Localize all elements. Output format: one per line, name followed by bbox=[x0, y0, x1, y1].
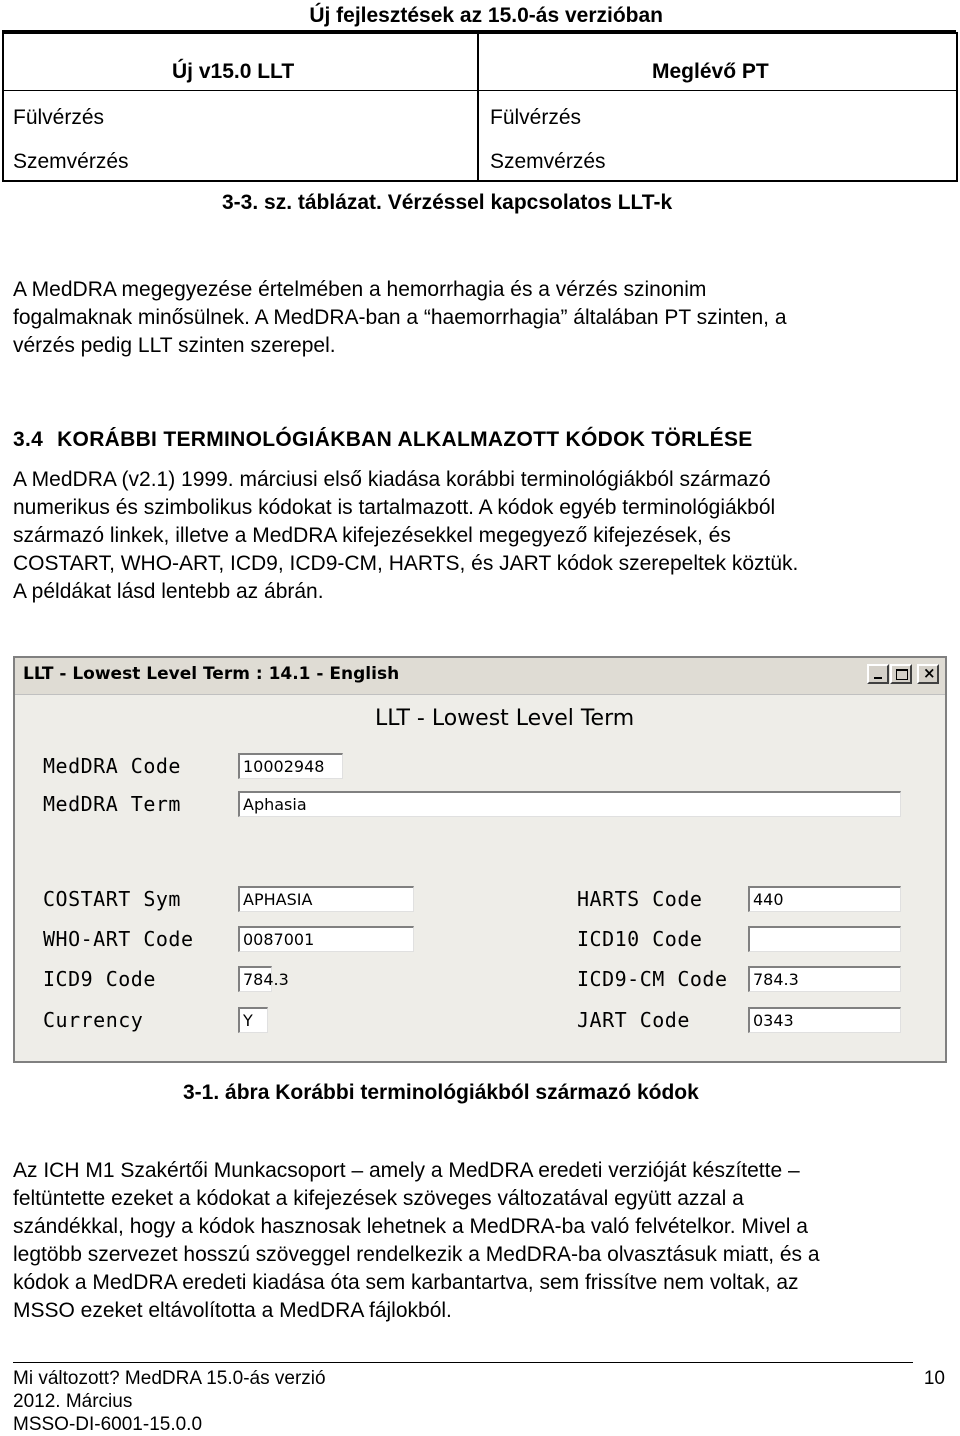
costart-sym-field[interactable]: APHASIA bbox=[238, 886, 414, 912]
paragraph-line: legtöbb szervezet hosszú szöveggel rendelkezik a MedDRA-ba olvasztásuk miatt, és a bbox=[13, 1243, 820, 1266]
meddra-term-label: MedDRA Term bbox=[43, 792, 181, 816]
currency-field[interactable]: Y bbox=[238, 1007, 268, 1033]
paragraph-line: szándékkal, hogy a kódok hasznosak lehetnek a MedDRA-ba való felvételkor. Mivel a bbox=[13, 1215, 808, 1238]
meddra-code-field[interactable]: 10002948 bbox=[238, 753, 343, 779]
page-number: 10 bbox=[923, 1368, 945, 1389]
minimize-icon[interactable] bbox=[867, 664, 889, 684]
paragraph-line: Az ICH M1 Szakértői Munkacsoport – amely a MedDRA eredeti verzióját készítette – bbox=[13, 1159, 800, 1182]
table-header-divider bbox=[2, 90, 956, 91]
icd9-code-label: ICD9 Code bbox=[43, 967, 156, 991]
llt-window bbox=[13, 656, 947, 1063]
paragraph-removal bbox=[13, 1157, 948, 1325]
close-icon[interactable] bbox=[917, 664, 939, 684]
paragraph-line: A MedDRA (v2.1) 1999. márciusi első kiadása korábbi terminológiákból származó bbox=[13, 468, 771, 491]
paragraph-line: COSTART, WHO-ART, ICD9, ICD9-CM, HARTS, és JART kódok szerepeltek köztük. bbox=[13, 552, 799, 575]
table-cell: Fülvérzés bbox=[13, 106, 105, 129]
jart-code-field[interactable]: 0343 bbox=[748, 1007, 901, 1033]
page-footer bbox=[13, 1367, 326, 1436]
icd10-code-field[interactable] bbox=[748, 926, 901, 952]
table-cell: Szemvérzés bbox=[13, 150, 129, 173]
footer-line: MSSO-DI-6001-15.0.0 bbox=[13, 1414, 203, 1435]
table-caption: 3-3. sz. táblázat. Vérzéssel kapcsolatos LLT-k bbox=[222, 191, 673, 214]
form-title: LLT - Lowest Level Term bbox=[375, 706, 635, 731]
paragraph-legacy-codes bbox=[13, 466, 948, 606]
harts-code-label: HARTS Code bbox=[577, 887, 703, 911]
footer-rule bbox=[13, 1362, 913, 1363]
who-art-code-field[interactable]: 0087001 bbox=[238, 926, 414, 952]
icd9-code-field[interactable]: 784.3 bbox=[238, 966, 272, 992]
window-titlebar bbox=[15, 658, 945, 695]
figure-caption: 3-1. ábra Korábbi terminológiákból származó kódok bbox=[183, 1081, 699, 1104]
table-header-llt: Új v15.0 LLT bbox=[172, 60, 295, 83]
section-number: 3.4 bbox=[13, 428, 44, 451]
jart-code-label: JART Code bbox=[577, 1008, 690, 1032]
paragraph-line: A MedDRA megegyezése értelmében a hemorrhagia és a vérzés szinonim bbox=[13, 278, 707, 301]
paragraph-line: vérzés pedig LLT szinten szerepel. bbox=[13, 334, 336, 357]
section-heading bbox=[13, 428, 753, 452]
icd10-code-label: ICD10 Code bbox=[577, 927, 703, 951]
maximize-icon[interactable] bbox=[890, 664, 912, 684]
paragraph-synonyms bbox=[13, 276, 948, 360]
table-cell: Szemvérzés bbox=[490, 150, 606, 173]
llt-pt-table bbox=[2, 32, 958, 182]
icd9-cm-code-label: ICD9-CM Code bbox=[577, 967, 728, 991]
meddra-term-field[interactable]: Aphasia bbox=[238, 791, 901, 817]
paragraph-line: MSSO ezeket eltávolította a MedDRA fájlokból. bbox=[13, 1299, 452, 1322]
paragraph-line: kódok a MedDRA eredeti kiadása óta sem karbantartva, sem frissítve nem voltak, az bbox=[13, 1271, 799, 1294]
paragraph-line: feltüntette ezeket a kódokat a kifejezések szöveges változatával együtt azzal a bbox=[13, 1187, 744, 1210]
costart-sym-label: COSTART Sym bbox=[43, 887, 181, 911]
table-cell: Fülvérzés bbox=[490, 106, 582, 129]
window-title: LLT - Lowest Level Term : 14.1 - English bbox=[23, 664, 400, 684]
paragraph-line: származó linkek, illetve a MedDRA kifejezésekkel megegyező kifejezések, és bbox=[13, 524, 731, 547]
harts-code-field[interactable]: 440 bbox=[748, 886, 901, 912]
currency-label: Currency bbox=[43, 1008, 144, 1032]
meddra-code-label: MedDRA Code bbox=[43, 754, 181, 778]
table-column-divider bbox=[477, 32, 479, 180]
paragraph-line: A példákat lásd lentebb az ábrán. bbox=[13, 580, 324, 603]
page-header-title: Új fejlesztések az 15.0-ás verzióban bbox=[309, 4, 663, 27]
who-art-code-label: WHO-ART Code bbox=[43, 927, 194, 951]
footer-line: 2012. Március bbox=[13, 1391, 133, 1412]
paragraph-line: numerikus és szimbolikus kódokat is tartalmazott. A kódok egyéb terminológiákból bbox=[13, 496, 776, 519]
table-header-pt: Meglévő PT bbox=[652, 60, 769, 83]
close-glyph: × bbox=[923, 664, 936, 682]
paragraph-line: fogalmaknak minősülnek. A MedDRA-ban a “haemorrhagia” általában PT szinten, a bbox=[13, 306, 787, 329]
section-title: KORÁBBI TERMINOLÓGIÁKBAN ALKALMAZOTT KÓDOK TÖRLÉSE bbox=[57, 428, 753, 451]
icd9-cm-code-field[interactable]: 784.3 bbox=[748, 966, 901, 992]
footer-line: Mi változott? MedDRA 15.0-ás verzió bbox=[13, 1368, 326, 1389]
